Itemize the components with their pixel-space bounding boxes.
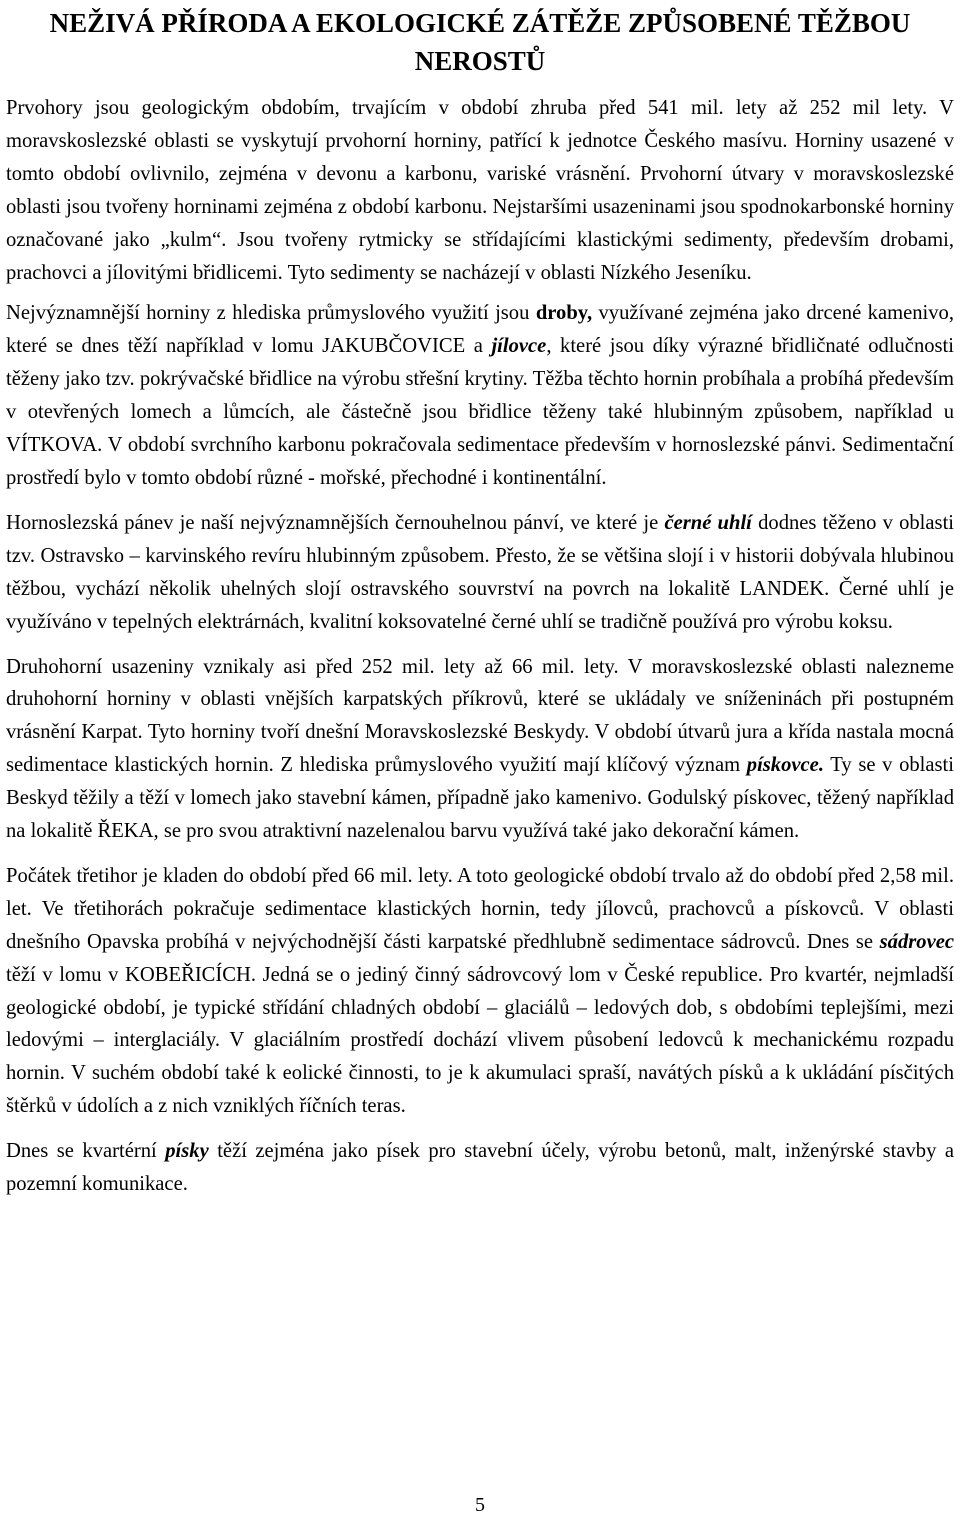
text-run: Druhohorní usazeniny vznikaly asi před 252 mil. lety až 66 mil. lety. V moravskoslezské oblasti nalezneme druhohorní horniny v oblasti vnějších karpatských příkrovů, které se ukládaly ve sníženinách při postupném vrásnění Karpat. Tyto horniny tvoří dnešní Moravskoslezské Beskydy. V období útvarů jura a křída nastala mocná sedimentace klastických hornin. Z hlediska průmyslového využití mají klíčový význam xyxy=(6,655,954,777)
emphasis-jilovce: jílovce xyxy=(491,335,547,358)
emphasis-sadrovec: sádrovec xyxy=(879,930,954,953)
paragraph-tertiary xyxy=(6,860,954,1123)
text-run: Ty se v oblasti Beskyd těžily a těží v lomech jako stavební kámen, případně jako kamenivo. Godulský pískovec, těžený například na lokalitě ŘEKA, se pro svou atraktivní nazelenalou barvu využívá také jako dekorační kámen. xyxy=(6,754,954,843)
text-run: těží zejména jako písek pro stavební účely, výrobu betonů, malt, inženýrské stavby a pozemní komunikace. xyxy=(6,1140,954,1196)
emphasis-droby: droby, xyxy=(535,302,593,325)
emphasis-piskovce: pískovce. xyxy=(746,754,824,777)
paragraph-quaternary-sands xyxy=(6,1135,954,1201)
paragraph-greywacke xyxy=(6,297,954,494)
text-run: Hornoslezská pánev je naší nejvýznamnějších černouhelnou pánví, ve které je xyxy=(6,511,665,534)
text-run: těží v lomu v KOBEŘICÍCH. Jedná se o jediný činný sádrovcový lom v České republice. Pro kvartér, nejmladší geologické období, je typické střídání chladných období – glaciálů – ledových dob, s obdobími teplejšími, mezi ledovými – interglaciály. V glaciálním prostředí dochází vlivem působení ledovců k mechanickému rozpadu hornin. V suchém období také k eolické činnosti, to je k akumulaci spraší, navátých písků a k ukládání písčitých štěrků v údolích a z nich vzniklých říčních teras. xyxy=(6,963,954,1118)
text-run: Počátek třetihor je kladen do období před 66 mil. lety. A toto geologické období trvalo až do období před 2,58 mil. let. Ve třetihorách pokračuje sedimentace klastických hornin, tedy jílovců, prachovců a pískovců. V oblasti dnešního Opavska probíhá v nejvýchodnější části karpatské předhlubně sedimentace sádrovců. Dnes se xyxy=(6,864,954,953)
paragraph-coal-basin xyxy=(6,507,954,639)
emphasis-pisky: písky xyxy=(165,1140,209,1163)
text-run: , které jsou díky výrazné břidličnaté odlučnosti těženy jako tzv. pokrývačské břidlice na výrobu střešní krytiny. Těžba těchto hornin probíhala a probíhá především v otevřených lomech a lůmcích, ale částečně jsou břidlice těženy také hlubinným způsobem, například u VÍTKOVA. V období svrchního karbonu pokračovala sedimentace především v hornoslezské pánvi. Sedimentační prostředí bylo v tomto období různé - mořské, přechodné i kontinentální. xyxy=(6,335,954,489)
title-line-1: NEŽIVÁ PŘÍRODA A EKOLOGICKÉ ZÁTĚŽE ZPŮSOBENÉ TĚŽBOU xyxy=(49,8,911,38)
title-line-2: NEROSTŮ xyxy=(414,46,546,76)
emphasis-cerne-uhli: černé uhlí xyxy=(664,511,752,534)
paragraph-paleozoic: Prvohory jsou geologickým obdobím, trvajícím v období zhruba před 541 mil. lety až 252 mil lety. V moravskoslezské oblasti se vyskytují prvohorní horniny, patřící k jednotce Českého masívu. Horniny usazené v tomto období ovlivnilo, zejména v devonu a karbonu, variské vrásnění. Prvohorní útvary v moravskoslezské oblasti jsou tvořeny horninami zejména z období karbonu. Nejstaršími usazeninami jsou spodnokarbonské horniny označované jako „kulm“. Jsou tvořeny rytmicky se střídajícími klastickými sedimenty, především drobami, prachovci a jílovitými břidlicemi. Tyto sedimenty se nacházejí v oblasti Nízkého Jeseníku. xyxy=(6,97,954,284)
text-run: Nejvýznamnější horniny z hlediska průmyslového využití jsou xyxy=(6,302,536,325)
page-number: 5 xyxy=(475,1494,485,1516)
document-page xyxy=(6,0,954,1201)
document-title xyxy=(6,4,954,80)
text-run: dodnes těženo v oblasti tzv. Ostravsko – karvinského revíru hlubinným způsobem. Přesto, že se většina slojí i v historii dobývala hlubinou těžbou, vychází několik uhelných slojí ostravského souvrství na povrch na lokalitě LANDEK. Černé uhlí je využíváno v tepelných elektrárnách, kvalitní koksovatelné černé uhlí se tradičně používá pro výrobu koksu. xyxy=(6,511,955,633)
text-run: využívané zejména jako drcené kamenivo, které se dnes těží například v lomu JAKUBČOVICE a xyxy=(6,302,954,358)
text-run: Dnes se kvartérní xyxy=(6,1140,166,1163)
paragraph-mesozoic xyxy=(6,651,954,848)
